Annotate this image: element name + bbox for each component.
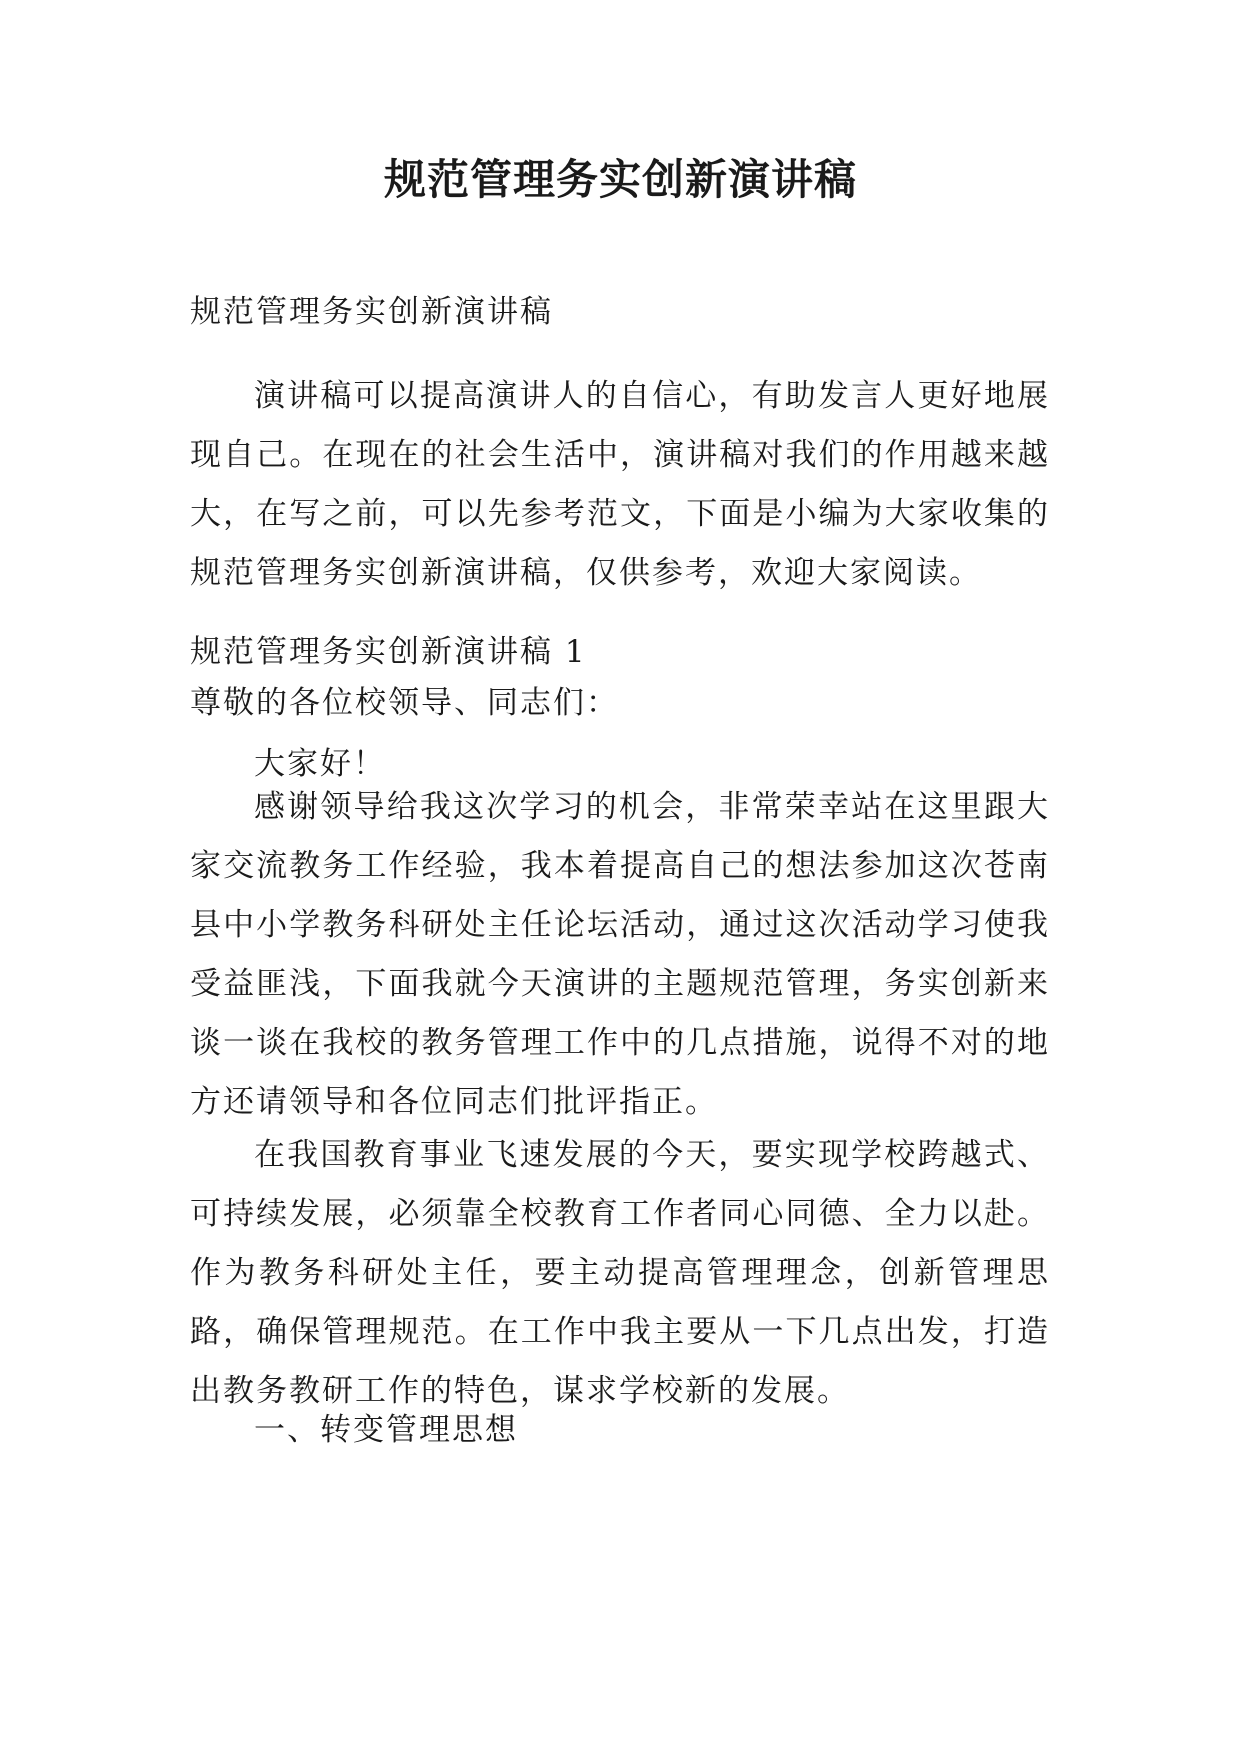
section-title: 规范管理务实创新演讲稿 1 (190, 634, 587, 670)
greeting: 大家好！ (254, 746, 386, 782)
section-heading-1: 一、转变管理思想 (254, 1412, 518, 1448)
document-subtitle: 规范管理务实创新演讲稿 (190, 294, 553, 330)
intro-paragraph: 演讲稿可以提高演讲人的自信心，有助发言人更好地展现自己。在现在的社会生活中，演讲稿对我们的作用越来越大，在写之前，可以先参考范文，下面是小编为大家收集的规范管理务实创新演讲稿，仅供参考，欢迎大家阅读。 (190, 378, 1050, 591)
salutation: 尊敬的各位校领导、同志们： (190, 685, 619, 721)
body-paragraph-1: 感谢领导给我这次学习的机会，非常荣幸站在这里跟大家交流教务工作经验，我本着提高自己的想法参加这次苍南县中小学教务科研处主任论坛活动，通过这次活动学习使我受益匪浅，下面我就今天演讲的主题规范管理，务实创新来谈一谈在我校的教务管理工作中的几点措施，说得不对的地方还请领导和各位同志们批评指正。 (190, 789, 1050, 1120)
body-paragraph-2: 在我国教育事业飞速发展的今天，要实现学校跨越式、可持续发展，必须靠全校教育工作者同心同德、全力以赴。作为教务科研处主任，要主动提高管理理念，创新管理思路，确保管理规范。在工作中我主要从一下几点出发，打造出教务教研工作的特色，谋求学校新的发展。 (190, 1137, 1050, 1409)
document-title: 规范管理务实创新演讲稿 (383, 155, 857, 204)
